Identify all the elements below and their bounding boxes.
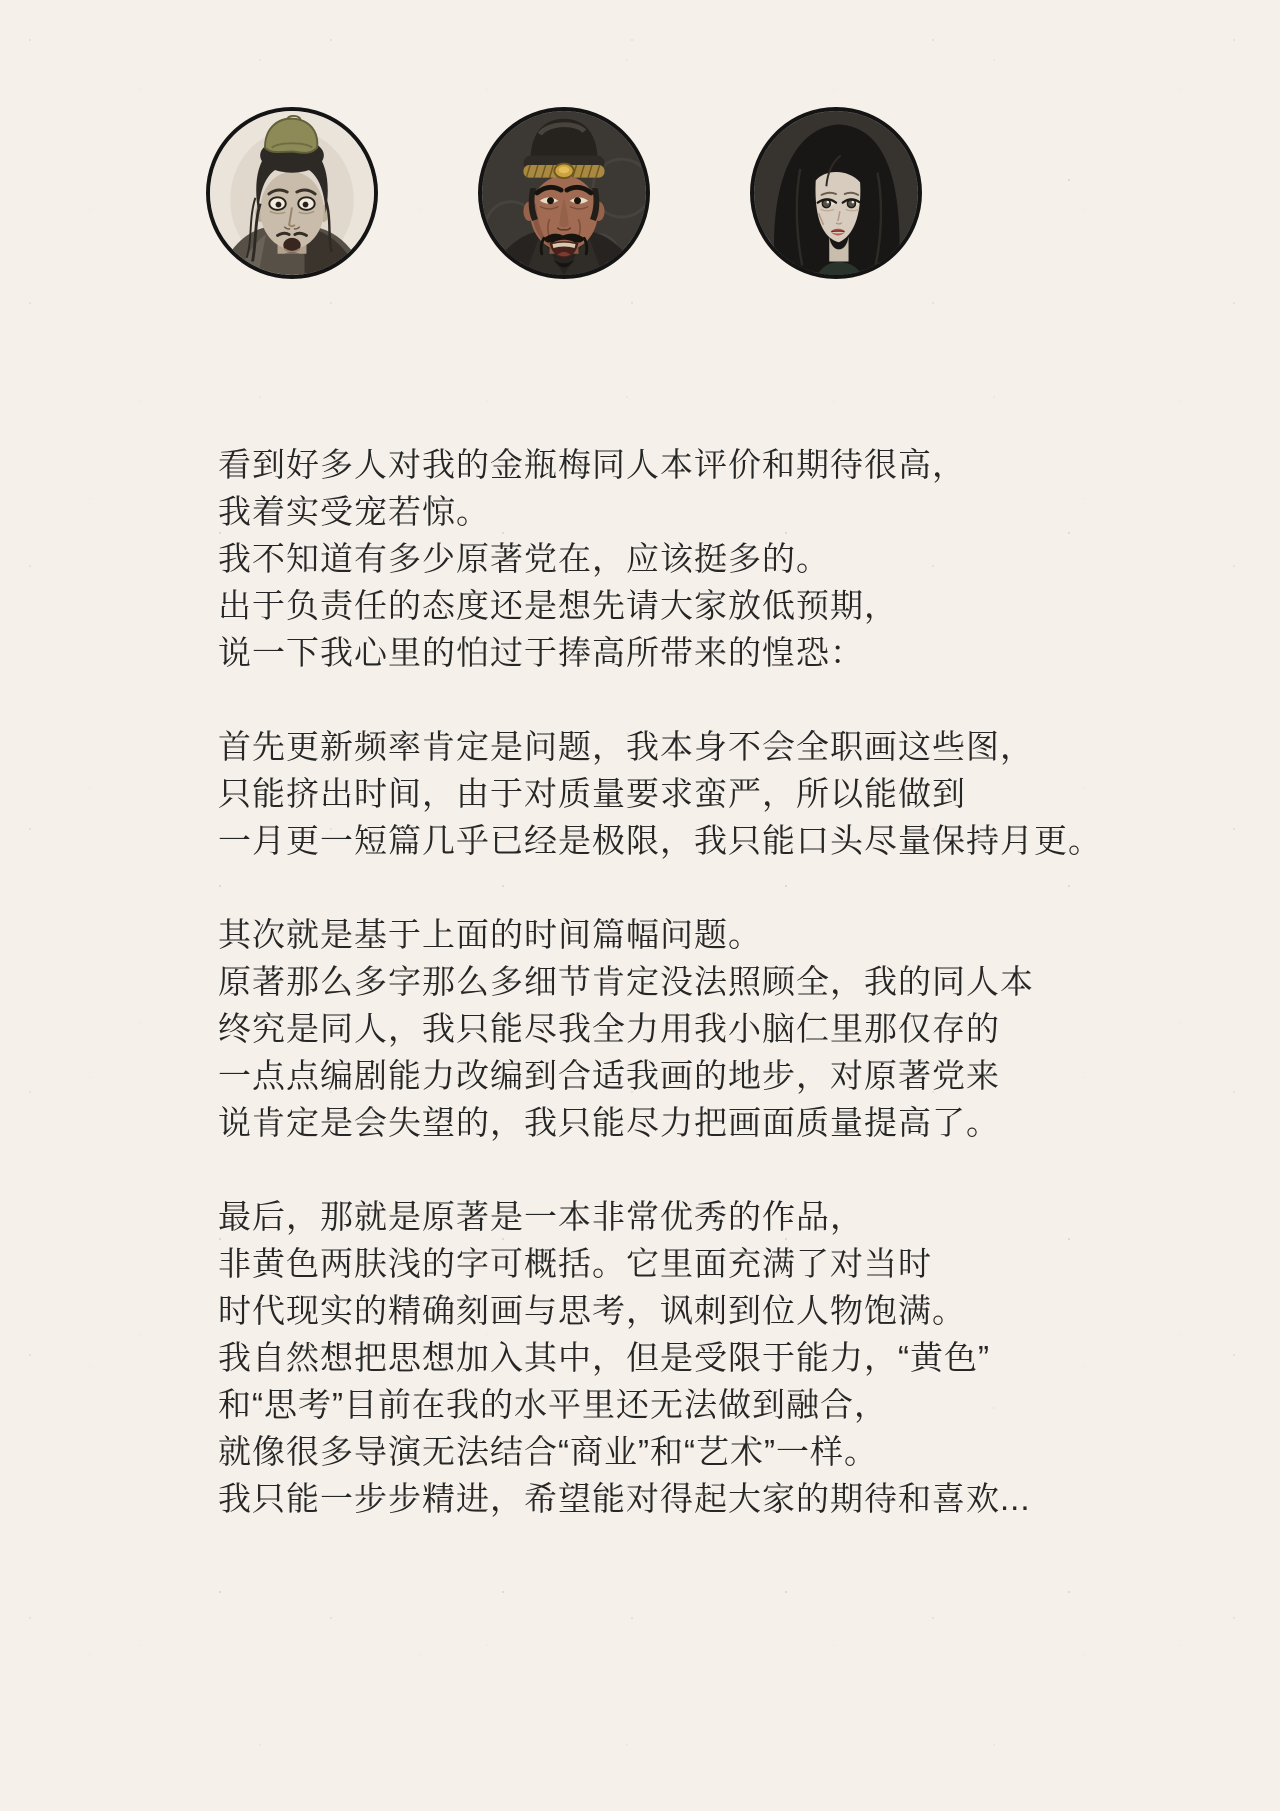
text-line: 我不知道有多少原著党在，应该挺多的。 [218,540,830,577]
paragraph [218,1193,1078,1522]
text-line: 其次就是基于上面的时间篇幅问题。 [218,916,762,953]
text-line: 我只能一步步精进，希望能对得起大家的期待和喜欢... [218,1480,1031,1517]
text-line: 说一下我心里的怕过于捧高所带来的惶恐： [218,634,864,671]
text-line: 非黄色两肤浅的字可概括。它里面充满了对当时 [218,1245,932,1282]
text-line: 就像很多导演无法结合“商业”和“艺术”一样。 [218,1433,878,1470]
text-line: 最后，那就是原著是一本非常优秀的作品， [218,1198,864,1235]
woman-portrait-icon [754,111,918,275]
paragraph [218,911,1078,1146]
grinning-man-portrait-icon [482,111,646,275]
text-line: 首先更新频率肯定是问题，我本身不会全职画这些图， [218,728,1034,765]
text-line: 说肯定是会失望的，我只能尽力把画面质量提高了。 [218,1104,1000,1141]
grinning-man-black-hat-avatar [478,107,650,279]
avatar-row [206,107,922,279]
long-haired-woman-avatar [750,107,922,279]
paragraph [218,441,1078,676]
text-line: 看到好多人对我的金瓶梅同人本评价和期待很高， [218,446,966,483]
text-line: 时代现实的精确刻画与思考，讽刺到位人物饱满。 [218,1292,966,1329]
paragraph [218,723,1102,864]
announcement-text [218,441,1102,1522]
text-line: 一点点编剧能力改编到合适我画的地步，对原著党来 [218,1057,1000,1094]
text-line: 出于负责任的态度还是想先请大家放低预期， [218,587,898,624]
startled-man-green-hat-avatar [206,107,378,279]
text-line: 终究是同人，我只能尽我全力用我小脑仁里那仅存的 [218,1010,1000,1047]
text-line: 和“思考”目前在我的水平里还无法做到融合， [218,1386,888,1423]
text-line: 只能挤出时间，由于对质量要求蛮严，所以能做到 [218,775,966,812]
text-line: 我自然想把思想加入其中，但是受限于能力，“黄色” [218,1339,990,1376]
text-line: 原著那么多字那么多细节肯定没法照顾全，我的同人本 [218,963,1034,1000]
startled-man-portrait-icon [210,111,374,275]
text-line: 一月更一短篇几乎已经是极限，我只能口头尽量保持月更。 [218,822,1102,859]
text-line: 我着实受宠若惊。 [218,493,490,530]
